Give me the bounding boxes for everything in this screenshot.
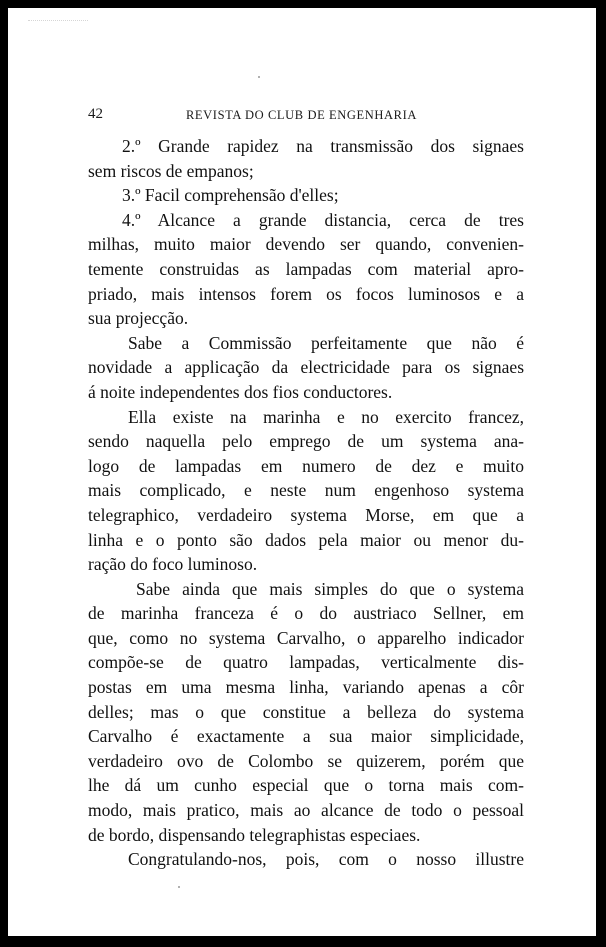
text-line: telegraphico, verdadeiro systema Morse, em que a (88, 504, 524, 525)
page-header (88, 106, 524, 128)
paragraph (88, 208, 524, 331)
book-page (8, 8, 596, 936)
paragraph (88, 847, 524, 872)
text-line: novidade a applicação da electricidade para os signaes (88, 357, 524, 378)
text-line: milhas, muito maior devendo ser quando, convenien- (88, 234, 524, 255)
text-line: sem riscos de empanos; (88, 160, 254, 181)
text-line: compõe-se de quatro lampadas, verticalmente dis- (88, 652, 524, 673)
text-line: sua projecção. (88, 308, 189, 329)
text-line: que, como no systema Carvalho, o apparelho indicador (88, 627, 524, 648)
text-line: priado, mais intensos forem os focos luminosos e a (88, 283, 524, 304)
scan-speck (178, 886, 180, 888)
running-title: REVISTA DO CLUB DE ENGENHARIA (186, 108, 417, 122)
text-line: mais complicado, e neste num engenhoso systema (88, 480, 524, 501)
text-line: á noite independentes dos fios conductores. (88, 381, 393, 402)
text-line: sendo naquella pelo emprego de um systema ana- (88, 431, 524, 452)
scan-artifact (28, 20, 88, 27)
text-line: modo, mais pratico, mais ao alcance de todo o pessoal (88, 800, 524, 821)
text-line: 4.º Alcance a grande distancia, cerca de tres (122, 209, 524, 230)
paragraph (88, 405, 524, 577)
paragraph (88, 577, 524, 848)
text-line: de marinha franceza é o do austriaco Sellner, em (88, 603, 524, 624)
text-line: ração do foco luminoso. (88, 554, 258, 575)
text-line: de bordo, dispensando telegraphistas especiaes. (88, 824, 421, 845)
text-line: linha e o ponto são dados pela maior ou menor du- (88, 529, 524, 550)
page-number: 42 (88, 106, 103, 122)
paragraph (88, 134, 524, 183)
scan-speck (258, 76, 260, 78)
text-line: 3.º Facil comprehensão d'elles; (122, 185, 339, 206)
text-line: logo de lampadas em numero de dez e muito (88, 455, 524, 476)
text-line: delles; mas o que constitue a belleza do systema (88, 701, 524, 722)
text-line: verdadeiro ovo de Colombo se quizerem, porém que (88, 750, 524, 771)
text-line: Sabe ainda que mais simples do que o systema (136, 578, 524, 599)
paragraph (88, 331, 524, 405)
text-line: Carvalho é exactamente a sua maior simplicidade, (88, 726, 524, 747)
paragraph (88, 183, 524, 208)
text-line: Ella existe na marinha e no exercito francez, (128, 406, 524, 427)
text-line: 2.º Grande rapidez na transmissão dos signaes (122, 136, 524, 156)
text-line: Congratulando-nos, pois, com o nosso illustre (128, 849, 524, 870)
text-line: postas em uma mesma linha, variando apenas a côr (88, 677, 524, 698)
body-text (88, 134, 524, 872)
text-line: temente construidas as lampadas com material apro- (88, 258, 524, 279)
text-line: Sabe a Commissão perfeitamente que não é (128, 332, 524, 353)
text-line: lhe dá um cunho especial que o torna mais com- (88, 775, 524, 796)
